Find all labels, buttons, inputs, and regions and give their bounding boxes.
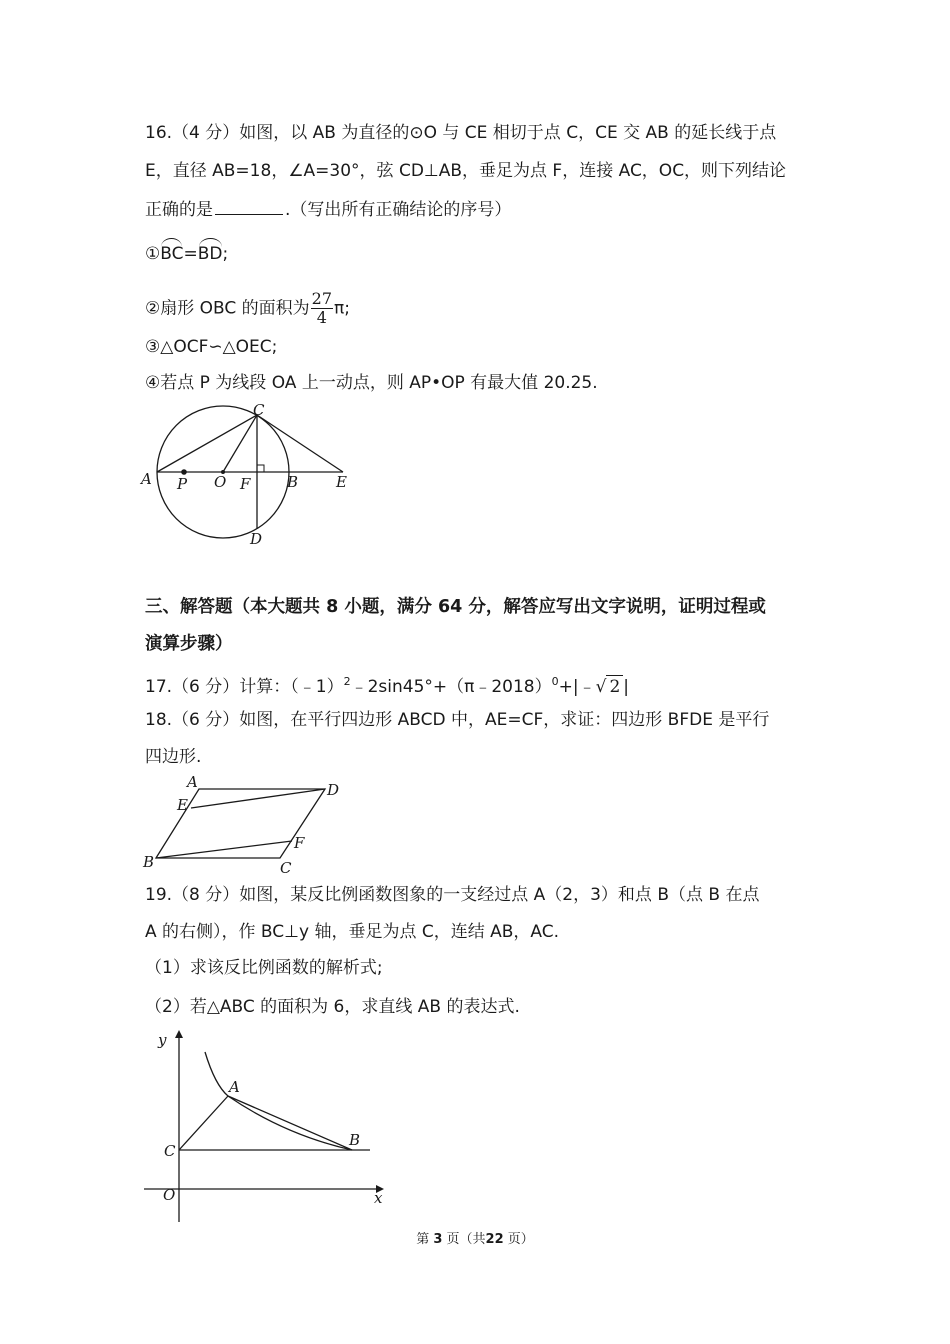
arc-bd: BD [197, 244, 223, 264]
label-f: F [240, 475, 251, 493]
q16-option-1 [145, 243, 228, 265]
label-b: B [143, 853, 155, 871]
q17-text-abs-open: +|﹣ [558, 677, 596, 697]
right-angle-mark [257, 465, 264, 472]
label-a: A [229, 1078, 240, 1096]
page-number: 3 [433, 1232, 443, 1247]
label-c: C [253, 401, 265, 419]
option-2-end: π; [334, 298, 350, 319]
label-o: O [163, 1186, 176, 1204]
q17-abs-close: | [623, 677, 630, 697]
q19-line-2: A 的右侧），作 BC⊥y 轴，垂足为点 C，连结 AB，AC. [145, 922, 560, 942]
total-pages: 22 [485, 1232, 504, 1247]
option-1-end: ; [222, 244, 229, 264]
q19-part-1: （1）求该反比例函数的解析式; [145, 958, 383, 978]
line-ab [228, 1096, 352, 1150]
sqrt-radicand: 2 [606, 675, 623, 698]
option-2-text: ②扇形 OBC 的面积为 [145, 298, 310, 319]
sqrt-sign: √ [595, 677, 607, 697]
exponent-2: 2 [343, 675, 351, 688]
q16-option-2 [145, 290, 350, 327]
section-3-heading-line-1: 三、解答题（本大题共 8 小题，满分 64 分，解答应写出文字说明，证明过程或 [145, 597, 766, 617]
arc-bc: BC [160, 244, 184, 264]
footer-text-start: 第 [416, 1232, 430, 1247]
q17-text-start: 17.（6 分）计算：（﹣1） [145, 677, 344, 697]
equals-sign: = [183, 244, 198, 264]
line-oc [223, 415, 257, 472]
q19-part-2: （2）若△ABC 的面积为 6，求直线 AB 的表达式. [145, 997, 520, 1017]
label-x: x [374, 1189, 383, 1207]
y-axis-arrow [175, 1030, 183, 1038]
line-ca [179, 1096, 228, 1150]
label-c: C [164, 1142, 176, 1160]
line-ce [257, 415, 343, 472]
label-e: E [177, 796, 188, 814]
line-ac [157, 415, 257, 472]
label-b: B [287, 473, 299, 491]
point-p [181, 469, 187, 475]
q19-line-1: 19.（8 分）如图，某反比例函数图象的一支经过点 A（2，3）和点 B（点 B 在点 [145, 885, 760, 905]
q18-line-2: 四边形. [145, 747, 202, 767]
q17-line [145, 671, 629, 698]
label-b: B [349, 1131, 361, 1149]
page-footer [0, 1228, 950, 1247]
label-e: E [336, 473, 347, 491]
q16-line-3 [145, 198, 511, 221]
label-f: F [294, 834, 305, 852]
q18-line-1: 18.（6 分）如图，在平行四边形 ABCD 中，AE=CF，求证：四边形 BFDE 是平行 [145, 710, 770, 730]
q16-option-4: ④若点 P 为线段 OA 上一动点，则 AP•OP 有最大值 20.25. [145, 373, 598, 393]
option-1-marker: ① [145, 244, 161, 264]
label-a: A [141, 470, 152, 488]
q18-parallelogram-figure [138, 772, 348, 880]
q16-line-3-text: 正确的是 [145, 200, 213, 220]
line-bf [156, 841, 292, 858]
q16-line-1: 16.（4 分）如图，以 AB 为直径的⊙O 与 CE 相切于点 C，CE 交 AB 的延长线于点 [145, 123, 777, 143]
q16-line-2: E，直径 AB=18，∠A=30°，弦 CD⊥AB，垂足为点 F，连接 AC，OC，则下列结论 [145, 161, 787, 181]
label-p: P [177, 475, 188, 493]
label-d: D [250, 530, 263, 548]
label-d: D [327, 781, 340, 799]
fraction-27-4 [311, 290, 333, 327]
footer-text-middle: 页（共 [446, 1232, 486, 1247]
fraction-numerator: 27 [311, 289, 333, 308]
label-o: O [214, 473, 227, 491]
q16-option-3: ③△OCF∽△OEC; [145, 337, 278, 357]
section-3-heading-line-2: 演算步骤） [145, 634, 233, 654]
q19-function-figure [138, 1025, 393, 1225]
footer-text-end: 页） [507, 1232, 534, 1247]
line-ed [191, 789, 325, 808]
fraction-denominator: 4 [316, 308, 327, 327]
label-a: A [187, 773, 198, 791]
label-y: y [158, 1031, 167, 1049]
label-c: C [280, 859, 292, 877]
q17-text-middle: ﹣2sin45°+（π﹣2018） [350, 677, 552, 697]
exponent-0: 0 [551, 675, 559, 688]
hyperbola-branch [205, 1052, 352, 1150]
q16-line-3-post: .（写出所有正确结论的序号） [285, 200, 512, 220]
answer-blank [215, 198, 283, 215]
q16-circle-figure [138, 398, 368, 553]
